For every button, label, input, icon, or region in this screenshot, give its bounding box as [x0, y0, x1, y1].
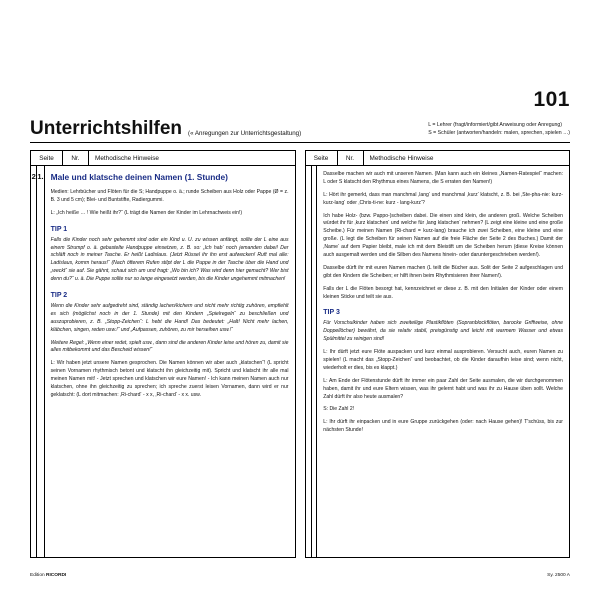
header-nr: Nr. — [63, 151, 89, 165]
legend-line-student: S = Schüler (antworten/handeln: malen, sprechen, spielen …) — [428, 130, 570, 137]
paragraph: Falls der L die Flöten besorgt hat, kennzeichnet er diese z. B. mit den Initialen der Kinder oder einem kleinen Sticke und teilt sie aus. — [323, 285, 563, 300]
paragraph: L: Ihr dürft jetzt eure Flöte auspacken und kurz einmal ausprobieren. Versucht auch, euren Namen zu spielen! (L macht das „Stopp-Zeichen“ und beobachtet, ob die Kinder daraufhin leise sind; wenn nicht, wiederholt er dies, bis es klappt.) — [323, 349, 563, 371]
cell-seite-left: 2 — [31, 166, 37, 557]
page-number: 101 — [533, 88, 570, 111]
legend — [428, 122, 570, 140]
publisher-mark — [30, 573, 66, 578]
paragraph: S: Die Zahl 2! — [323, 406, 355, 413]
lesson-heading: Male und klatsche deinen Namen (1. Stunde) — [50, 172, 228, 182]
title-row — [30, 118, 570, 140]
page-footer — [30, 573, 570, 578]
plate-number: Sy. 2500 A — [547, 573, 570, 578]
paragraph: Falls die Kinder noch sehr gehemmt sind oder ein Kind u. U. zu wissen anfängt, sollte der L eine aus einem Strumpf o. ä. gebastelte Handpuppe einsetzen, z. B. so: „Ich hab‘ noch jemanden dabei! Der schläft noch in meiner Tasche. Er heißt Ladislaus. (Jetzt Rüssel ihr ihn erst aufwecken! Ruft mal alle: Ladislaus, komm heraus!“ (Nach öfterem Rufen stilpt der L die Puppe in der Tasche über die Hand und „weckt“ sie auf. Sie gähnt, schaut sich um und fragt: „Wo bin ich? Was wird denn hier gemacht? Wer bist denn du?“ u. ä. Die Puppe sollte nur so lange eingesetzt werden, bis die Kinder ungehemmt mitmachen! — [50, 236, 289, 283]
title-note: (« Anregungen zur Unterrichtsgestaltung) — [188, 130, 302, 137]
header-seite: Seite — [31, 151, 63, 165]
cell-content-left — [45, 166, 295, 557]
paragraph: L: Am Ende der Flötenstunde dürft ihr immer ein paar Zahl der Seite ausmalen, die wir durchgenommen haben, damit ihr und eure Eltern wissen, was ihr gelernt habt und was ihr zu Hause üben sollt. Welche Zahl dürft ihr also heute ausmalen? — [323, 377, 563, 400]
paragraph: Dasselbe dürft ihr mit euren Namen machen (L teilt die Bücher aus. Solit der Seite 2 aufgeschlagen und gibt den Kindern die Scheiben; er hilft ihnen beim Rhythmisieren ihrer Namen!). — [323, 264, 563, 279]
paragraph: L: Hört ihr gemerkt, dass man manchmal ‚lang‘ und manchmal ‚kurz‘ klatscht, z. B. bei ‚Ste-pha-nie: kurz-kurz-lang‘ oder ‚Chris-ti-ne: kurz - lang-kurz‘? — [323, 191, 563, 206]
table-left-body — [31, 166, 295, 557]
cell-nr-left: 1. — [37, 166, 44, 557]
paragraph: Dasselbe machen wir auch mit unseren Namen. (Man kann auch ein kleines „Namen-Ratespiel“ machen: L oder S klatscht den Rhythmus eines Namens, die S erraten den Namen!) — [323, 171, 563, 185]
paragraph: L: „Ich heiße … ! Wie heißt ihr?“ (L trägt die Namen der Kinder im Lehrnachweis ein!) — [50, 209, 243, 216]
paragraph: Medien: Lehrbücher und Flöten für die S; Handpuppe o. ä.; runde Scheiben aus Holz oder Pappe (Ø = z. B. 3 und 5 cm); Blei- und Buntstifte, Radiergummi. — [50, 189, 289, 203]
paragraph: Wenn die Kinder sehr aufgedreht sind, ständig lachen/kichern und nicht mehr richtig zuhören, empfiehlt es sich (möglichst noch in der 1. Stunde) mit den Kindern „Spielregeln“ zu beschließen und auszuprobieren, z. B. „Stopp-Zeichen“: L hebt die Hand! Das bedeutet: „Halt! Nicht mehr lachen, kläbchen, singen, reden usw.!“ und „Aufpassen, zuhören, zu mir herseihen usw.!“ — [50, 303, 289, 333]
tip-heading: TIP 1 — [50, 225, 68, 233]
page-title: Unterrichtshilfen — [30, 118, 183, 139]
header-seite: Seite — [306, 151, 338, 165]
table-left-header — [31, 151, 295, 166]
tip-heading: TIP 2 — [50, 292, 68, 300]
legend-line-teacher: L = Lehrer (fragt/informiert/gibt Anweisung oder Anregung) — [428, 122, 563, 129]
table-right — [305, 150, 571, 558]
paragraph: Ich habe Holz- (bzw. Pappo-)scheiben dabei. Die einen sind klein, die anderen groß. Welche Scheiben würdet ihr für ‚kurz klatschen‘ und welche für ‚lang klatschen‘ nehmen? (L zeigt eine kleine und eine große Scheibe.) Für meinen Namen (Ri-chard = kurz-lang) brauche ich zwei Scheiben, eine kleine und eine große. (L legt die Scheiben für seinen Namen auf die freie Fläche der Seite 2 des Buches.) Damit der ‚Name‘ auf dem Papier bleibt, male ich mit dem Bleistift um die Scheiben herum (diese Kreise können auch ausgemalt werden und die Silben des Namens hinein- oder daruntergeschrieben werden!). — [323, 212, 563, 259]
table-right-header — [306, 151, 570, 166]
header-nr: Nr. — [338, 151, 364, 165]
tip-heading: TIP 3 — [323, 309, 340, 317]
title-divider — [30, 142, 570, 143]
paragraph: Für Vorschulkinder haben sich zweiteilige Plastikflöten (Sopranblockflöten, barocke Griffweise, ohne Doppellöcher) bewährt, da sie relativ stabil, preisgünstig und leicht mit warmem Wasser und etwas Spülmittel zu reinigen sind! — [323, 320, 563, 343]
header-methodische-hinweise: Methodische Hinweise — [95, 154, 159, 162]
paragraph: Weitere Regel: „Wenn einer redet, spielt usw., dann sind die anderen Kinder leise und hören zu, damit sie alles mitbekommt und das Bescheid wissen!“ — [50, 339, 289, 354]
table-left — [30, 150, 296, 558]
cell-content-right — [317, 166, 569, 557]
content-columns — [30, 150, 570, 558]
paragraph: L: Wir haben jetzt unsere Namen gesprochen. Die Namen können wir aber auch „klatschen“! (L spricht seinen Vornamen rhythmisch betont und klatscht ihn gleichzeitig mit). Spricht und klatscht ihr alle mal meinen Namen mit! - Jetzt sprechen und klatschen wir eure Namen! - Ich kann meinen Namen auch nur klatschen, ohne ihn gleichzeitig zu sprechen; ich spreche zuerst leisen Vornamen, dann wird er nur geklatscht: (L dort mitmachen: ‚Ri-chard‘ - x x, ‚Ri-chard‘ - x x. usw. — [50, 360, 289, 398]
paragraph: L: Ihr dürft ihr einpacken und in eure Gruppe zurückgehen (oder: nach Hause gehen)! T'schüss, bis zur nächsten Stunde! — [323, 419, 563, 434]
table-right-body — [306, 166, 570, 557]
publisher-name: RICORDI — [46, 573, 67, 578]
header-methodische-hinweise: Methodische Hinweise — [369, 154, 434, 162]
publisher-prefix: Edition — [30, 573, 46, 578]
